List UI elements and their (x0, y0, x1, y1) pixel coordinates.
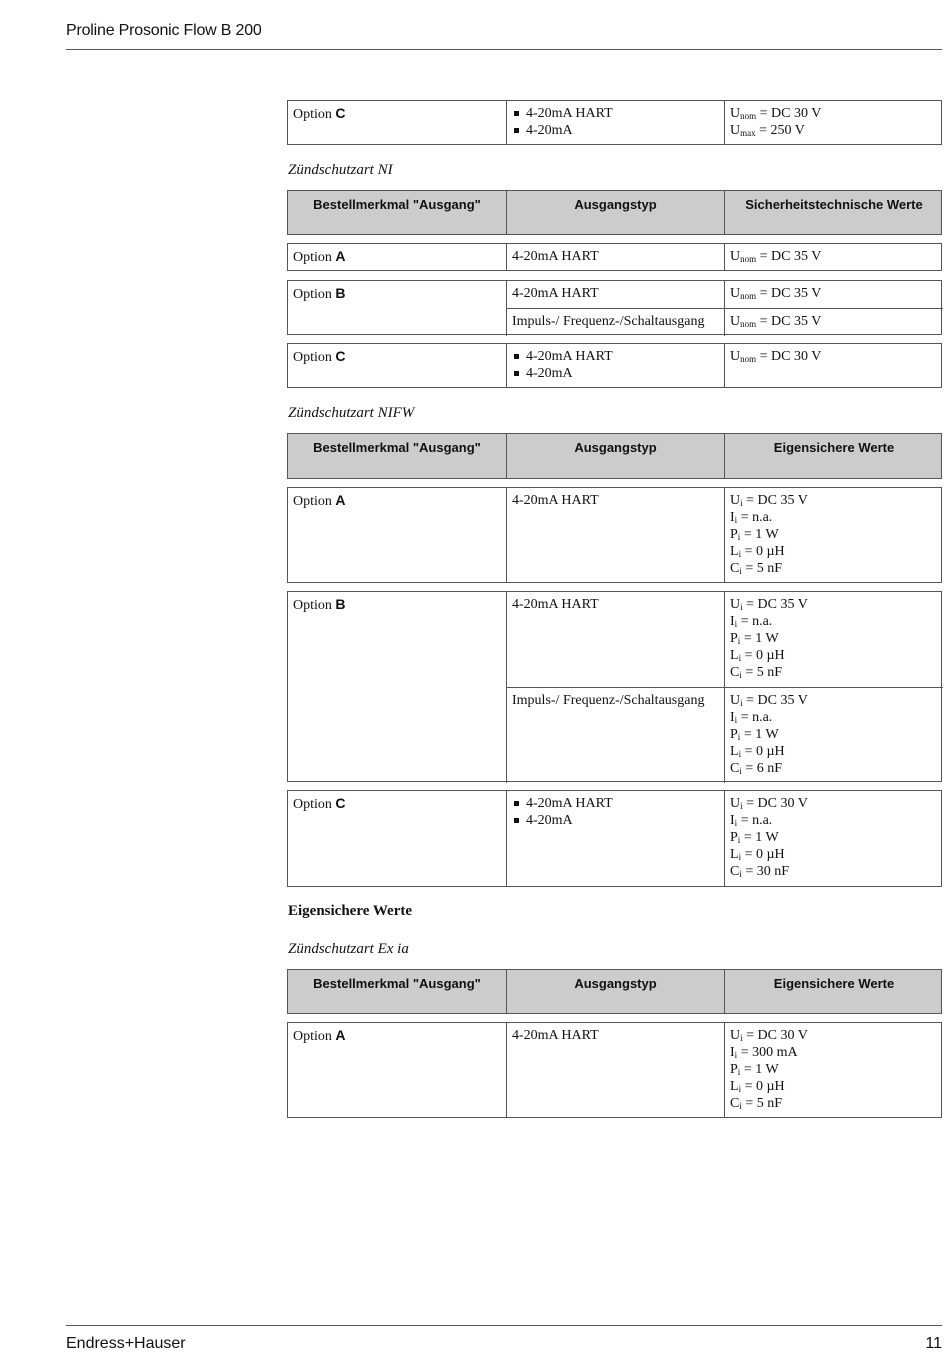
value-line: $P_i = 1$ W (730, 1062, 779, 1077)
value-line: $I_i = n.a$. (730, 614, 773, 629)
value-line: $C_i = 6$ nF (730, 761, 783, 776)
value-line: $P_i = 1$ W (730, 631, 779, 646)
output-type-cell (506, 101, 724, 144)
caption-nifw: Zündschutzart NIFW (288, 405, 415, 421)
values-cell: $U_{nom}$ = DC 35 V (724, 244, 943, 270)
values-cell (724, 101, 943, 144)
values-cell: $U_{nom}$ = DC 35 V (724, 308, 943, 336)
value-line: $I_i = n.a$. (730, 710, 773, 725)
header-col-safety-values: Sicherheitstechnische Werte (724, 191, 943, 234)
page-number: 11 (925, 1335, 942, 1352)
option-cell (288, 101, 506, 144)
table-header-ni (287, 190, 942, 235)
value-line: $I_i = n.a$. (730, 813, 773, 828)
output-type-cell: 4-20mA HART (506, 592, 724, 687)
values-cell (724, 791, 943, 886)
option-cell: Option A (293, 248, 346, 265)
footer-brand: Endress+Hauser (66, 1335, 186, 1352)
header-col-intrinsic-values: Eigensichere Werte (724, 970, 943, 1013)
header-col-order-feature: Bestellmerkmal "Ausgang" (313, 976, 481, 991)
option-letter: C (335, 105, 346, 121)
values-cell (724, 592, 943, 687)
output-type-cell: Impuls-/ Frequenz-/Schaltausgang (506, 687, 724, 783)
nifw-row-option-a (287, 487, 942, 583)
values-cell: $U_{nom}$ = DC 30 V (724, 344, 943, 387)
option-cell: Option A (293, 492, 346, 509)
top-option-c-row (287, 100, 942, 145)
value-line: $L_i = 0$ µH (730, 544, 785, 559)
value-line: $P_i = 1$ W (730, 727, 779, 742)
header-col-output-type: Ausgangstyp (506, 970, 724, 1013)
table-header-nifw (287, 433, 942, 479)
value-line: $U_i$ = DC 30 V (730, 796, 808, 811)
output-item: 4-20mA HART (512, 795, 719, 812)
values-cell (724, 687, 943, 783)
value-line: $L_i = 0$ µH (730, 847, 785, 862)
output-item: 4-20mA (512, 365, 719, 382)
value-line: $C_i = 5$ nF (730, 561, 783, 576)
values-cell (724, 488, 943, 582)
exia-row-option-a (287, 1022, 942, 1118)
nifw-row-option-b (287, 591, 942, 782)
caption-ni: Zündschutzart NI (288, 162, 393, 178)
value-line: $U_i$ = DC 35 V (730, 693, 808, 708)
output-item: 4-20mA HART (512, 105, 719, 122)
output-item: 4-20mA (512, 122, 719, 139)
value-line: $C_i = 30$ nF (730, 864, 790, 879)
table-header-ex-ia (287, 969, 942, 1014)
option-cell: Option A (293, 1027, 346, 1044)
output-type-cell: Impuls-/ Frequenz-/Schaltausgang (506, 308, 724, 336)
output-type-cell: 4-20mA HART (506, 281, 724, 308)
value-line: $C_i = 5$ nF (730, 1096, 783, 1111)
output-list (512, 105, 719, 139)
value-line: $P_i = 1$ W (730, 830, 779, 845)
option-cell: Option C (293, 795, 346, 812)
output-type-cell: 4-20mA HART (506, 1023, 724, 1117)
value-line: $L_i = 0$ µH (730, 648, 785, 663)
caption-ex-ia: Zündschutzart Ex ia (288, 941, 409, 957)
output-type-cell (506, 791, 724, 886)
value-line: $L_i = 0$ µH (730, 744, 785, 759)
output-item: 4-20mA HART (512, 348, 719, 365)
value-line: $U_{max} = 250$ V (730, 123, 805, 138)
output-item: 4-20mA (512, 812, 719, 829)
footer-rule (66, 1325, 942, 1326)
value-line: $I_i = n.a$. (730, 510, 773, 525)
option-word: Option (293, 107, 332, 122)
option-cell: Option B (293, 596, 346, 613)
values-cell: $U_{nom}$ = DC 35 V (724, 281, 943, 308)
option-cell: Option B (293, 285, 346, 302)
values-cell (724, 1023, 943, 1117)
output-type-cell (506, 344, 724, 387)
header-rule (66, 49, 942, 50)
output-type-cell: 4-20mA HART (506, 244, 724, 270)
nifw-row-option-c (287, 790, 942, 887)
value-line: $L_i = 0$ µH (730, 1079, 785, 1094)
ni-row-option-c (287, 343, 942, 388)
header-col-output-type: Ausgangstyp (506, 434, 724, 478)
ni-row-option-b (287, 280, 942, 335)
header-col-output-type: Ausgangstyp (506, 191, 724, 234)
value-line: $U_i$ = DC 35 V (730, 597, 808, 612)
section-title-intrinsic-values: Eigensichere Werte (288, 903, 412, 919)
output-list (512, 348, 719, 382)
output-type-cell: 4-20mA HART (506, 488, 724, 582)
document-title: Proline Prosonic Flow B 200 (66, 22, 262, 39)
value-line: $C_i = 5$ nF (730, 665, 783, 680)
value-line: $I_i = 300$ mA (730, 1045, 798, 1060)
ni-row-option-a (287, 243, 942, 271)
output-list (512, 795, 719, 829)
header-col-intrinsic-values: Eigensichere Werte (724, 434, 943, 478)
header-col-order-feature: Bestellmerkmal "Ausgang" (313, 440, 481, 455)
value-line: $U_{nom}$ = DC 30 V (730, 106, 822, 121)
value-line: $U_i$ = DC 35 V (730, 493, 808, 508)
value-line: $U_i$ = DC 30 V (730, 1028, 808, 1043)
header-col-order-feature: Bestellmerkmal "Ausgang" (313, 197, 481, 212)
option-cell: Option C (293, 348, 346, 365)
value-line: $P_i = 1$ W (730, 527, 779, 542)
